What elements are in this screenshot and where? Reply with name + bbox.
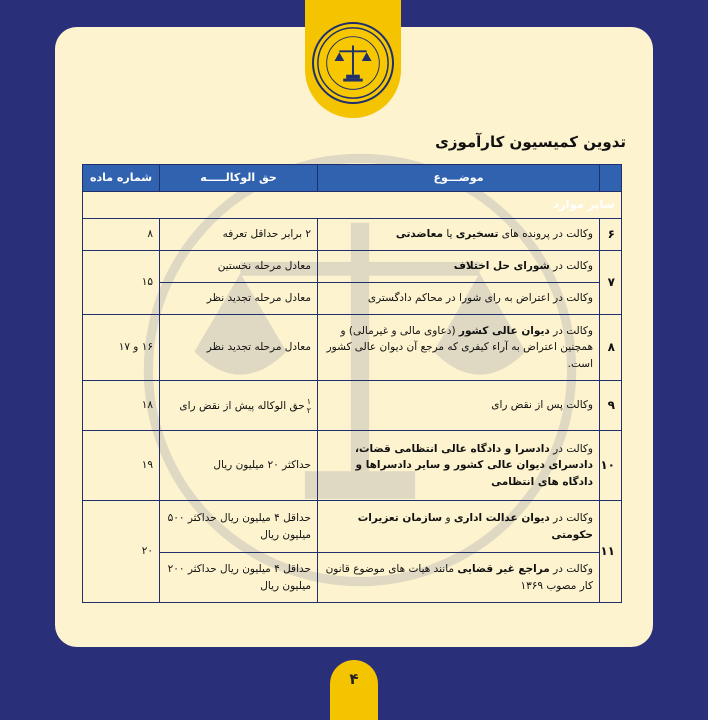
table-row: [83, 219, 622, 251]
header-subject: موضـــوع: [318, 165, 600, 192]
row-fee: حداقل ۴ میلیون ریال حداکثر ۵۰۰ میلیون ریال: [160, 501, 318, 553]
row-number: ۱۰: [600, 431, 622, 501]
scales-of-justice-logo-icon: [312, 22, 394, 104]
row-number: ۶: [600, 219, 622, 251]
section-title: سایر موارد: [83, 192, 622, 219]
table-row: [83, 251, 622, 283]
row-fee: معادل مرحله تجدید نظر: [160, 283, 318, 315]
fraction-half: ۱ ۲: [306, 396, 311, 415]
fee-table: [82, 164, 622, 603]
header-fee: حق الوکالـــــه: [160, 165, 318, 192]
row-fee: معادل مرحله نخستین: [160, 251, 318, 283]
row-fee: ۱ ۲حق الوکاله پیش از نقض رای: [160, 381, 318, 431]
header-corner: [600, 165, 622, 192]
row-article: ۱۶ و ۱۷: [83, 315, 160, 381]
row-number: ۸: [600, 315, 622, 381]
row-subject: وکالت پس از نقض رای: [318, 381, 600, 431]
table-row: [83, 283, 622, 315]
table-header-row: [83, 165, 622, 192]
row-number: ۷: [600, 251, 622, 315]
row-subject: وکالت در دیوان عالی کشور (دعاوی مالی و غیرمالی) و همچنین اعتراض به آراء کیفری که مرجع آن دیوان عالی کشور است.: [318, 315, 600, 381]
row-fee: حداکثر ۲۰ میلیون ریال: [160, 431, 318, 501]
section-row: [83, 192, 622, 219]
row-subject: وکالت در اعتراض به رای شورا در محاکم دادگستری: [318, 283, 600, 315]
row-subject: وکالت در دیوان عدالت اداری و سازمان تعزیرات حکومتی: [318, 501, 600, 553]
table-row: [83, 501, 622, 553]
table-row: [83, 553, 622, 603]
table-row: [83, 315, 622, 381]
row-fee: حداقل ۴ میلیون ریال حداکثر ۲۰۰ میلیون ریال: [160, 553, 318, 603]
page-number-tab: [330, 660, 378, 720]
table-row: [83, 431, 622, 501]
page-title: تدوین کمیسیون کارآموزی: [435, 133, 626, 151]
row-article: ۱۸: [83, 381, 160, 431]
row-article: ۱۵: [83, 251, 160, 315]
row-number: ۱۱: [600, 501, 622, 603]
row-article: ۲۰: [83, 501, 160, 603]
row-subject: وکالت در شورای حل اختلاف: [318, 251, 600, 283]
row-subject: وکالت در مراجع غیر قضایی مانند هیات های موضوع قانون کار مصوب ۱۳۶۹: [318, 553, 600, 603]
row-number: ۹: [600, 381, 622, 431]
table-row: [83, 381, 622, 431]
page-number: ۴: [349, 670, 359, 688]
row-fee: معادل مرحله تجدید نظر: [160, 315, 318, 381]
row-subject: وکالت در دادسرا و دادگاه عالی انتظامی قضات، دادسرای دیوان عالی کشور و سایر دادسراها و دادگاه های انتظامی: [318, 431, 600, 501]
row-article: ۱۹: [83, 431, 160, 501]
header-article: شماره ماده: [83, 165, 160, 192]
row-article: ۸: [83, 219, 160, 251]
row-subject: وکالت در پرونده های تسخیری یا معاضدتی: [318, 219, 600, 251]
row-fee: ۲ برابر حداقل تعرفه: [160, 219, 318, 251]
